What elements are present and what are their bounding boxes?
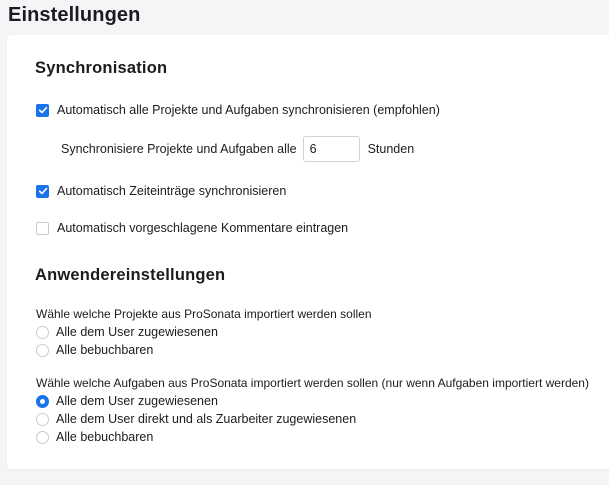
check-icon bbox=[38, 105, 48, 115]
tasks-option-label: Alle bebuchbaren bbox=[56, 430, 154, 444]
time-sync-row[interactable] bbox=[36, 184, 286, 198]
auto-sync-label: Automatisch alle Projekte und Aufgaben synchronisieren (empfohlen) bbox=[57, 103, 440, 117]
comments-checkbox[interactable] bbox=[36, 222, 49, 235]
tasks-question: Wähle welche Aufgaben aus ProSonata importiert werden sollen (nur wenn Aufgaben importiert werden) bbox=[36, 376, 589, 390]
sync-interval-row bbox=[61, 136, 414, 162]
tasks-radio-bookable[interactable] bbox=[36, 431, 49, 444]
projects-question: Wähle welche Projekte aus ProSonata importiert werden sollen bbox=[36, 307, 372, 321]
time-sync-label: Automatisch Zeiteinträge synchronisieren bbox=[57, 184, 287, 198]
tasks-option-label: Alle dem User direkt und als Zuarbeiter zugewiesenen bbox=[56, 412, 357, 426]
sync-section-title: Synchronisation bbox=[35, 59, 168, 77]
settings-card bbox=[7, 35, 609, 469]
tasks-option-assigned[interactable] bbox=[36, 394, 218, 408]
tasks-radio-direct-and-assistant[interactable] bbox=[36, 413, 49, 426]
tasks-radio-assigned[interactable] bbox=[36, 395, 49, 408]
projects-option-label: Alle bebuchbaren bbox=[56, 343, 154, 357]
projects-option-label: Alle dem User zugewiesenen bbox=[56, 325, 218, 339]
sync-interval-prefix: Synchronisiere Projekte und Aufgaben alle bbox=[61, 142, 297, 156]
user-settings-section-title: Anwendereinstellungen bbox=[35, 266, 226, 284]
comments-label: Automatisch vorgeschlagene Kommentare eintragen bbox=[57, 221, 349, 235]
projects-radio-bookable[interactable] bbox=[36, 344, 49, 357]
auto-sync-checkbox[interactable] bbox=[36, 104, 49, 117]
projects-radio-assigned[interactable] bbox=[36, 326, 49, 339]
tasks-option-bookable[interactable] bbox=[36, 430, 153, 444]
check-icon bbox=[38, 186, 48, 196]
projects-option-assigned[interactable] bbox=[36, 325, 218, 339]
tasks-option-label: Alle dem User zugewiesenen bbox=[56, 394, 218, 408]
auto-sync-row[interactable] bbox=[36, 103, 440, 117]
sync-interval-suffix: Stunden bbox=[367, 142, 415, 156]
comments-row[interactable] bbox=[36, 221, 348, 235]
time-sync-checkbox[interactable] bbox=[36, 185, 49, 198]
projects-option-bookable[interactable] bbox=[36, 343, 153, 357]
page-title: Einstellungen bbox=[8, 4, 141, 26]
sync-interval-input[interactable] bbox=[303, 136, 360, 162]
tasks-option-direct-and-assistant[interactable] bbox=[36, 412, 356, 426]
